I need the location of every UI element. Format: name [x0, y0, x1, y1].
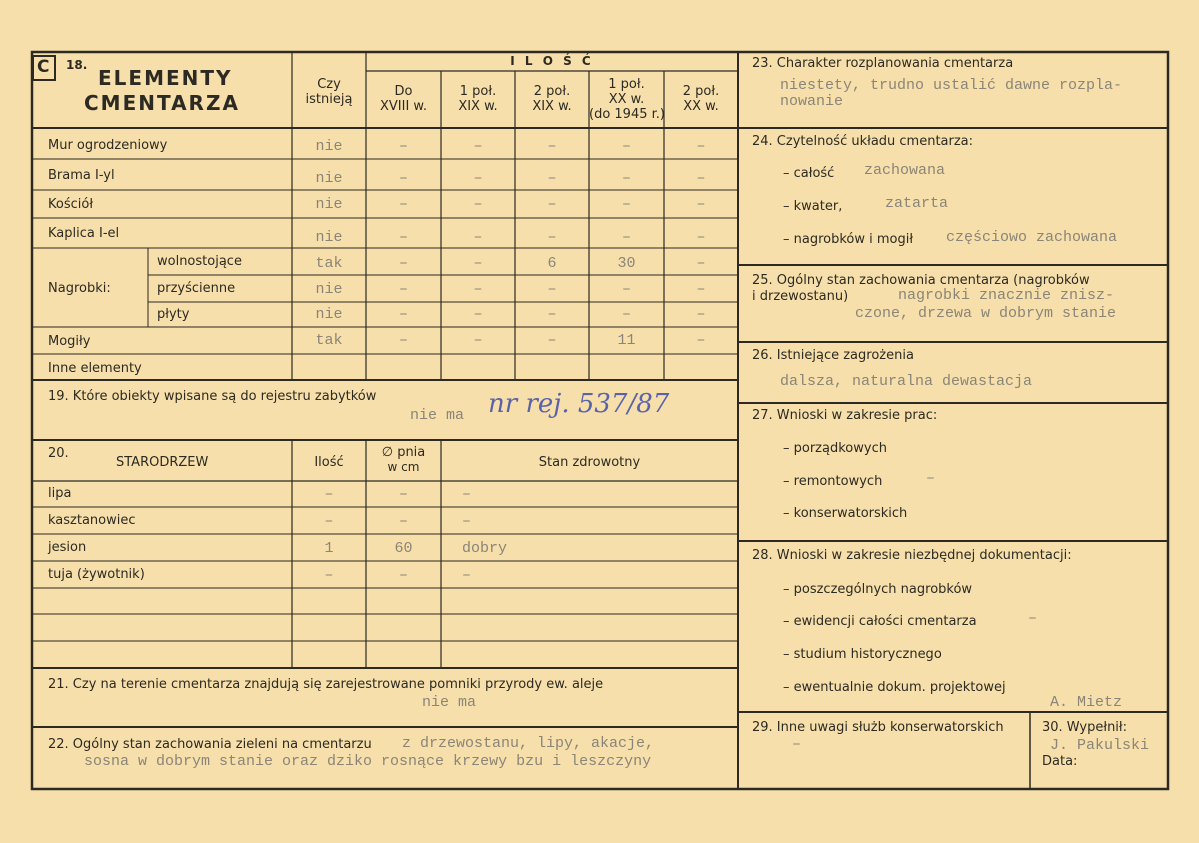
- period-header-2-pol-xx: 2 poł. XX w.: [682, 84, 720, 114]
- ilosc-cell: –: [696, 229, 706, 246]
- czy-istnieja-header: Czy istnieją: [305, 77, 353, 107]
- section-27-label: 27. Wnioski w zakresie prac:: [752, 408, 938, 423]
- starodrzew-stan-header: Stan zdrowotny: [538, 455, 641, 470]
- ilosc-cell: –: [547, 170, 557, 187]
- starodrzew-pnia-header: ∅ pnia w cm: [381, 445, 426, 474]
- section-26-label: 26. Istniejące zagrożenia: [752, 348, 914, 363]
- ilosc-cell: –: [473, 306, 483, 323]
- section-30-data-label: Data:: [1042, 754, 1078, 769]
- ilosc-cell: –: [621, 196, 631, 213]
- section-24-typed-kwater: zatarta: [885, 195, 949, 212]
- section-28-item-ewidencji: – ewidencji całości cmentarza: [783, 614, 977, 629]
- ilosc-cell: –: [696, 332, 706, 349]
- ilosc-cell: –: [398, 255, 408, 272]
- ilosc-cell: –: [696, 281, 706, 298]
- tree-ilosc: –: [324, 567, 334, 584]
- period-header-1-pol-xx: 1 poł. XX w. (do 1945 r.): [589, 77, 665, 122]
- section-25-typed-line1: nagrobki znacznie znisz-: [898, 287, 1115, 304]
- period-header-1-pol-xix: 1 poł. XIX w.: [458, 84, 498, 114]
- ilosc-cell: 30: [617, 255, 636, 272]
- ilosc-cell: –: [398, 229, 408, 246]
- ilosc-cell: –: [547, 332, 557, 349]
- ilosc-cell: –: [696, 255, 706, 272]
- tree-name: jesion: [48, 540, 87, 555]
- section-28-item-projektowej: – ewentualnie dokum. projektowej: [783, 680, 1006, 695]
- section-code: C: [37, 57, 50, 77]
- section-27-remontowych-dash: –: [926, 470, 936, 487]
- section-24-typed-calosc: zachowana: [864, 162, 946, 179]
- period-header-2-pol-xix: 2 poł. XIX w.: [532, 84, 572, 114]
- czy-istnieje-cell: nie: [315, 281, 343, 298]
- section-28-name: A. Mietz: [1050, 694, 1123, 711]
- section-28-item-studium: – studium historycznego: [783, 647, 942, 662]
- ilosc-cell: –: [696, 138, 706, 155]
- tree-pnia: –: [398, 486, 408, 503]
- tree-stan: –: [462, 567, 472, 584]
- czy-istnieje-cell: tak: [315, 332, 343, 349]
- czy-istnieje-cell: nie: [315, 170, 343, 187]
- ilosc-cell: –: [398, 332, 408, 349]
- section-29-label: 29. Inne uwagi służb konserwatorskich: [752, 720, 1004, 735]
- tree-ilosc: 1: [324, 540, 334, 557]
- section-28-label: 28. Wnioski w zakresie niezbędnej dokumentacji:: [752, 548, 1072, 563]
- ilosc-cell: –: [398, 138, 408, 155]
- tree-ilosc: –: [324, 486, 334, 503]
- ilosc-cell: –: [547, 229, 557, 246]
- section-24-item-nagrobkow: – nagrobków i mogił: [783, 232, 914, 247]
- tree-stan: –: [462, 486, 472, 503]
- row-label-wolnostojace: wolnostojące: [157, 254, 242, 269]
- ilosc-cell: –: [398, 196, 408, 213]
- row-label-inne: Inne elementy: [48, 361, 142, 376]
- ilosc-cell: –: [473, 332, 483, 349]
- ilosc-cell: –: [696, 306, 706, 323]
- section-20-number: 20.: [48, 446, 69, 461]
- row-label-mogily: Mogiły: [48, 334, 91, 349]
- tree-pnia: –: [398, 513, 408, 530]
- section-18-title-line1: ELEMENTY: [98, 66, 233, 90]
- ilosc-cell: 11: [617, 332, 636, 349]
- ilosc-cell: –: [473, 229, 483, 246]
- tree-name: tuja (żywotnik): [48, 567, 145, 582]
- ilosc-cell: –: [621, 306, 631, 323]
- section-22-typed-line2: sosna w dobrym stanie oraz dziko rosnące krzewy bzu i leszczyny: [84, 753, 652, 770]
- czy-istnieje-cell: nie: [315, 196, 343, 213]
- ilosc-cell: –: [696, 196, 706, 213]
- nagrobki-label: Nagrobki:: [48, 281, 111, 296]
- section-28-ewidencji-dash: –: [1028, 610, 1038, 627]
- ilosc-cell: –: [547, 138, 557, 155]
- section-19-label: 19. Które obiekty wpisane są do rejestru zabytków: [48, 389, 377, 404]
- section-27-item-konserwatorskich: – konserwatorskich: [783, 506, 908, 521]
- section-27-item-remontowych: – remontowych: [783, 474, 883, 489]
- starodrzew-ilosc-header: Ilość: [314, 455, 344, 470]
- ilosc-cell: –: [473, 170, 483, 187]
- ilosc-cell: –: [473, 138, 483, 155]
- ilosc-cell: –: [547, 281, 557, 298]
- starodrzew-title: STARODRZEW: [116, 455, 209, 470]
- section-30-name: J. Pakulski: [1050, 737, 1150, 754]
- section-25-label-line1: 25. Ogólny stan zachowania cmentarza (nagrobków: [752, 273, 1090, 288]
- row-label-plyty: płyty: [157, 307, 190, 322]
- ilosc-cell: –: [398, 306, 408, 323]
- ilosc-cell: –: [547, 196, 557, 213]
- section-25-label-line2: i drzewostanu): [752, 289, 849, 304]
- ilosc-cell: –: [473, 196, 483, 213]
- section-24-label: 24. Czytelność układu cmentarza:: [752, 134, 974, 149]
- section-25-typed-line2: czone, drzewa w dobrym stanie: [855, 305, 1117, 322]
- section-24-item-calosc: – całość: [783, 166, 835, 181]
- czy-istnieje-cell: tak: [315, 255, 343, 272]
- tree-pnia: –: [398, 567, 408, 584]
- section-27-item-porzadkowych: – porządkowych: [783, 441, 887, 456]
- tree-ilosc: –: [324, 513, 334, 530]
- section-24-item-kwater: – kwater,: [783, 199, 843, 214]
- ilosc-cell: –: [696, 170, 706, 187]
- ilosc-cell: –: [398, 170, 408, 187]
- ilosc-cell: –: [473, 255, 483, 272]
- section-26-typed: dalsza, naturalna dewastacja: [780, 373, 1033, 390]
- section-30-label: 30. Wypełnił:: [1042, 720, 1127, 735]
- ilosc-cell: 6: [547, 255, 557, 272]
- tree-stan: –: [462, 513, 472, 530]
- section-19-typed: nie ma: [410, 407, 465, 424]
- section-18-number: 18.: [66, 58, 88, 72]
- row-label-mur: Mur ogrodzeniowy: [48, 138, 168, 153]
- czy-istnieje-cell: nie: [315, 138, 343, 155]
- section-22-typed-line1: z drzewostanu, lipy, akacje,: [402, 735, 655, 752]
- period-header-do-xviii: Do XVIII w.: [379, 84, 427, 114]
- tree-stan: dobry: [462, 540, 508, 557]
- row-label-brama: Brama I-yl: [48, 168, 115, 183]
- section-23-label: 23. Charakter rozplanowania cmentarza: [752, 56, 1014, 71]
- czy-istnieje-cell: nie: [315, 229, 343, 246]
- ilosc-cell: –: [547, 306, 557, 323]
- section-21-label: 21. Czy na terenie cmentarza znajdują się zarejestrowane pomniki przyrody ew. aleje: [48, 677, 604, 692]
- ilosc-cell: –: [621, 281, 631, 298]
- czy-istnieje-cell: nie: [315, 306, 343, 323]
- section-21-typed: nie ma: [422, 694, 477, 711]
- row-label-przyscienne: przyścienne: [157, 281, 236, 296]
- ilosc-cell: –: [473, 281, 483, 298]
- row-label-kosciol: Kościół: [48, 197, 94, 212]
- section-19-handwritten-register: nr rej. 537/87: [488, 389, 670, 419]
- section-22-label: 22. Ogólny stan zachowania zieleni na cmentarzu: [48, 737, 372, 752]
- tree-name: kasztanowiec: [48, 513, 136, 528]
- ilosc-cell: –: [398, 281, 408, 298]
- tree-pnia: 60: [394, 540, 413, 557]
- tree-name: lipa: [48, 486, 72, 501]
- section-23-typed-line2: nowanie: [780, 93, 844, 110]
- section-28-item-nagrobkow: – poszczególnych nagrobków: [783, 582, 973, 597]
- section-23-typed-line1: niestety, trudno ustalić dawne rozpla-: [780, 77, 1123, 94]
- ilosc-cell: –: [621, 170, 631, 187]
- section-18-title-line2: CMENTARZA: [84, 91, 240, 115]
- row-label-kaplica: Kaplica I-el: [48, 226, 120, 241]
- section-29-dash: –: [792, 736, 802, 753]
- ilosc-cell: –: [621, 138, 631, 155]
- ilosc-cell: –: [621, 229, 631, 246]
- section-24-typed-nagrobkow: częściowo zachowana: [946, 229, 1118, 246]
- ilosc-header: I L O Ś Ć: [510, 54, 594, 68]
